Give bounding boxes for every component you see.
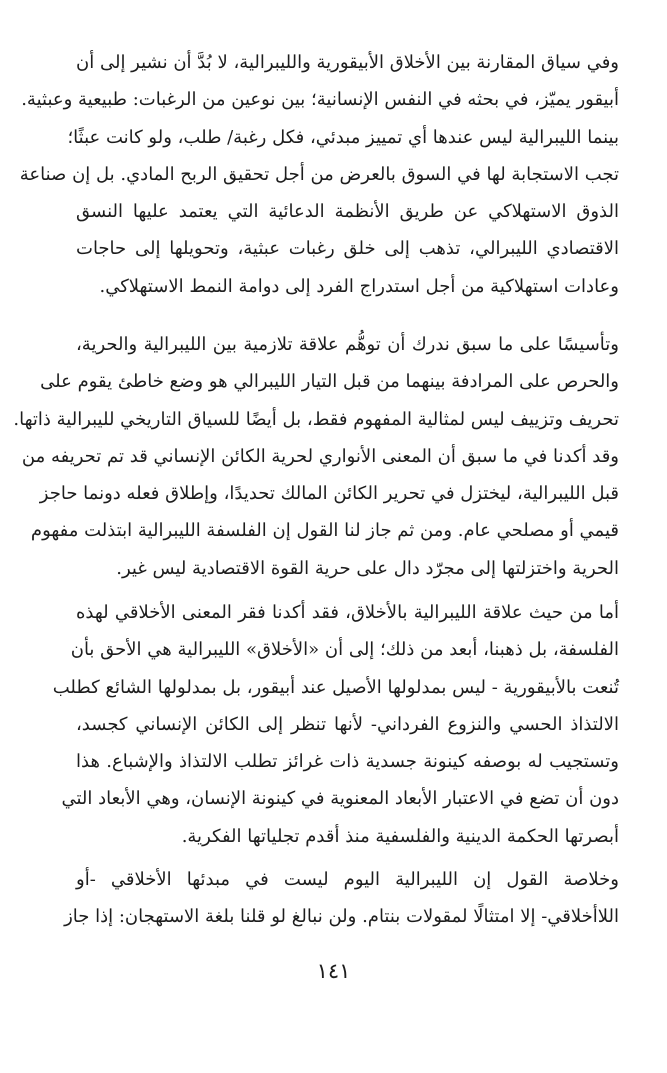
text-line: الذوق الاستهلاكي عن طريق الأنظمة الدعائية التي يعتمد عليها النسق xyxy=(76,201,619,223)
text-line: قبل الليبرالية، ليختزل في تحرير الكائن المالك تحديدًا، وإطلاق فعله دونما حاجز xyxy=(39,483,619,505)
text-line: تُنعت بالأبيقورية - ليس بمدلولها الأصيل عند أبيقور، بل بمدلولها الشائع كطلب xyxy=(52,676,619,698)
paragraph-2 xyxy=(13,326,619,587)
text-line: الفلسفة، بل ذهبنا، أبعد من ذلك؛ إلى أن «الأخلاق» الليبرالية هي الأحق بأن xyxy=(70,639,619,661)
page-number: ١٤١ xyxy=(316,959,351,983)
text-line: أبيقور يميّز، في بحثه في النفس الإنسانية؛ بين نوعين من الرغبات: طبيعية وعبثية. xyxy=(21,89,619,111)
text-line: الالتذاذ الحسي والنزوع الفرداني- لأنها تنظر إلى الكائن الإنساني كجسد، xyxy=(76,713,619,735)
text-line: تحريف وتزييف ليس لمثالية المفهوم فقط، بل أيضًا للسياق التاريخي لليبرالية ذاتها. xyxy=(13,408,619,430)
text-line: تجب الاستجابة لها في السوق بالعرض من أجل تحقيق الربح المادي. بل إن صناعة xyxy=(19,163,619,185)
text-line: وتستجيب له بوصفه كينونة جسدية ذات غرائز تطلب الالتذاذ والإشباع. هذا xyxy=(76,751,619,773)
text-line: بينما الليبرالية ليس عندها أي تمييز مبدئي، فكل رغبة/ طلب، ولو كانت عبثًا؛ xyxy=(67,126,619,148)
text-line: والحرص على المرادفة بينهما من قبل التيار الليبرالي هو وضع خاطئ يقوم على xyxy=(40,371,619,393)
paragraph-4 xyxy=(64,861,619,936)
text-line: الحرية واختزلتها إلى مجرّد دال على حرية القوة الاقتصادية ليس غير. xyxy=(116,557,619,579)
paragraph-3 xyxy=(52,594,619,855)
paragraph-1 xyxy=(19,44,619,305)
text-line: الاقتصادي الليبرالي، تذهب إلى خلق رغبات عبثية، وتحويلها إلى حاجات xyxy=(76,238,619,260)
text-line: اللاأخلاقي- إلا امتثالًا لمقولات بنتام. ولن نبالغ لو قلنا بلغة الاستهجان: إذا جاز xyxy=(64,906,619,928)
text-line: وتأسيسًا على ما سبق ندرك أن توهُّم علاقة تلازمية بين الليبرالية والحرية، xyxy=(76,334,619,355)
text-line: وعادات استهلاكية من أجل استدراج الفرد إلى دوامة النمط الاستهلاكي. xyxy=(99,275,619,297)
text-line: أما من حيث علاقة الليبرالية بالأخلاق، فقد أكدنا فقر المعنى الأخلاقي لهذه xyxy=(76,602,619,623)
text-line: وفي سياق المقارنة بين الأخلاق الأبيقورية والليبرالية، لا بُدَّ أن نشير إلى أن xyxy=(76,52,619,73)
text-line: وقد أكدنا في ما سبق أن المعنى الأنواري لحرية الكائن الإنساني قد تم تحريفه من xyxy=(21,445,619,467)
text-line: وخلاصة القول إن الليبرالية اليوم ليست في مبدئها الأخلاقي -أو xyxy=(76,869,619,890)
text-line: دون أن تضع في الاعتبار الأبعاد المعنوية في كينونة الإنسان، وهي الأبعاد التي xyxy=(61,788,619,810)
text-line: أبصرتها الحكمة الدينية والفلسفية منذ أقدم تجلياتها الفكرية. xyxy=(181,825,619,847)
text-line: قيمي أو مصلحي عام. ومن ثم جاز لنا القول إن الفلسفة الليبرالية ابتذلت مفهوم xyxy=(30,520,619,542)
